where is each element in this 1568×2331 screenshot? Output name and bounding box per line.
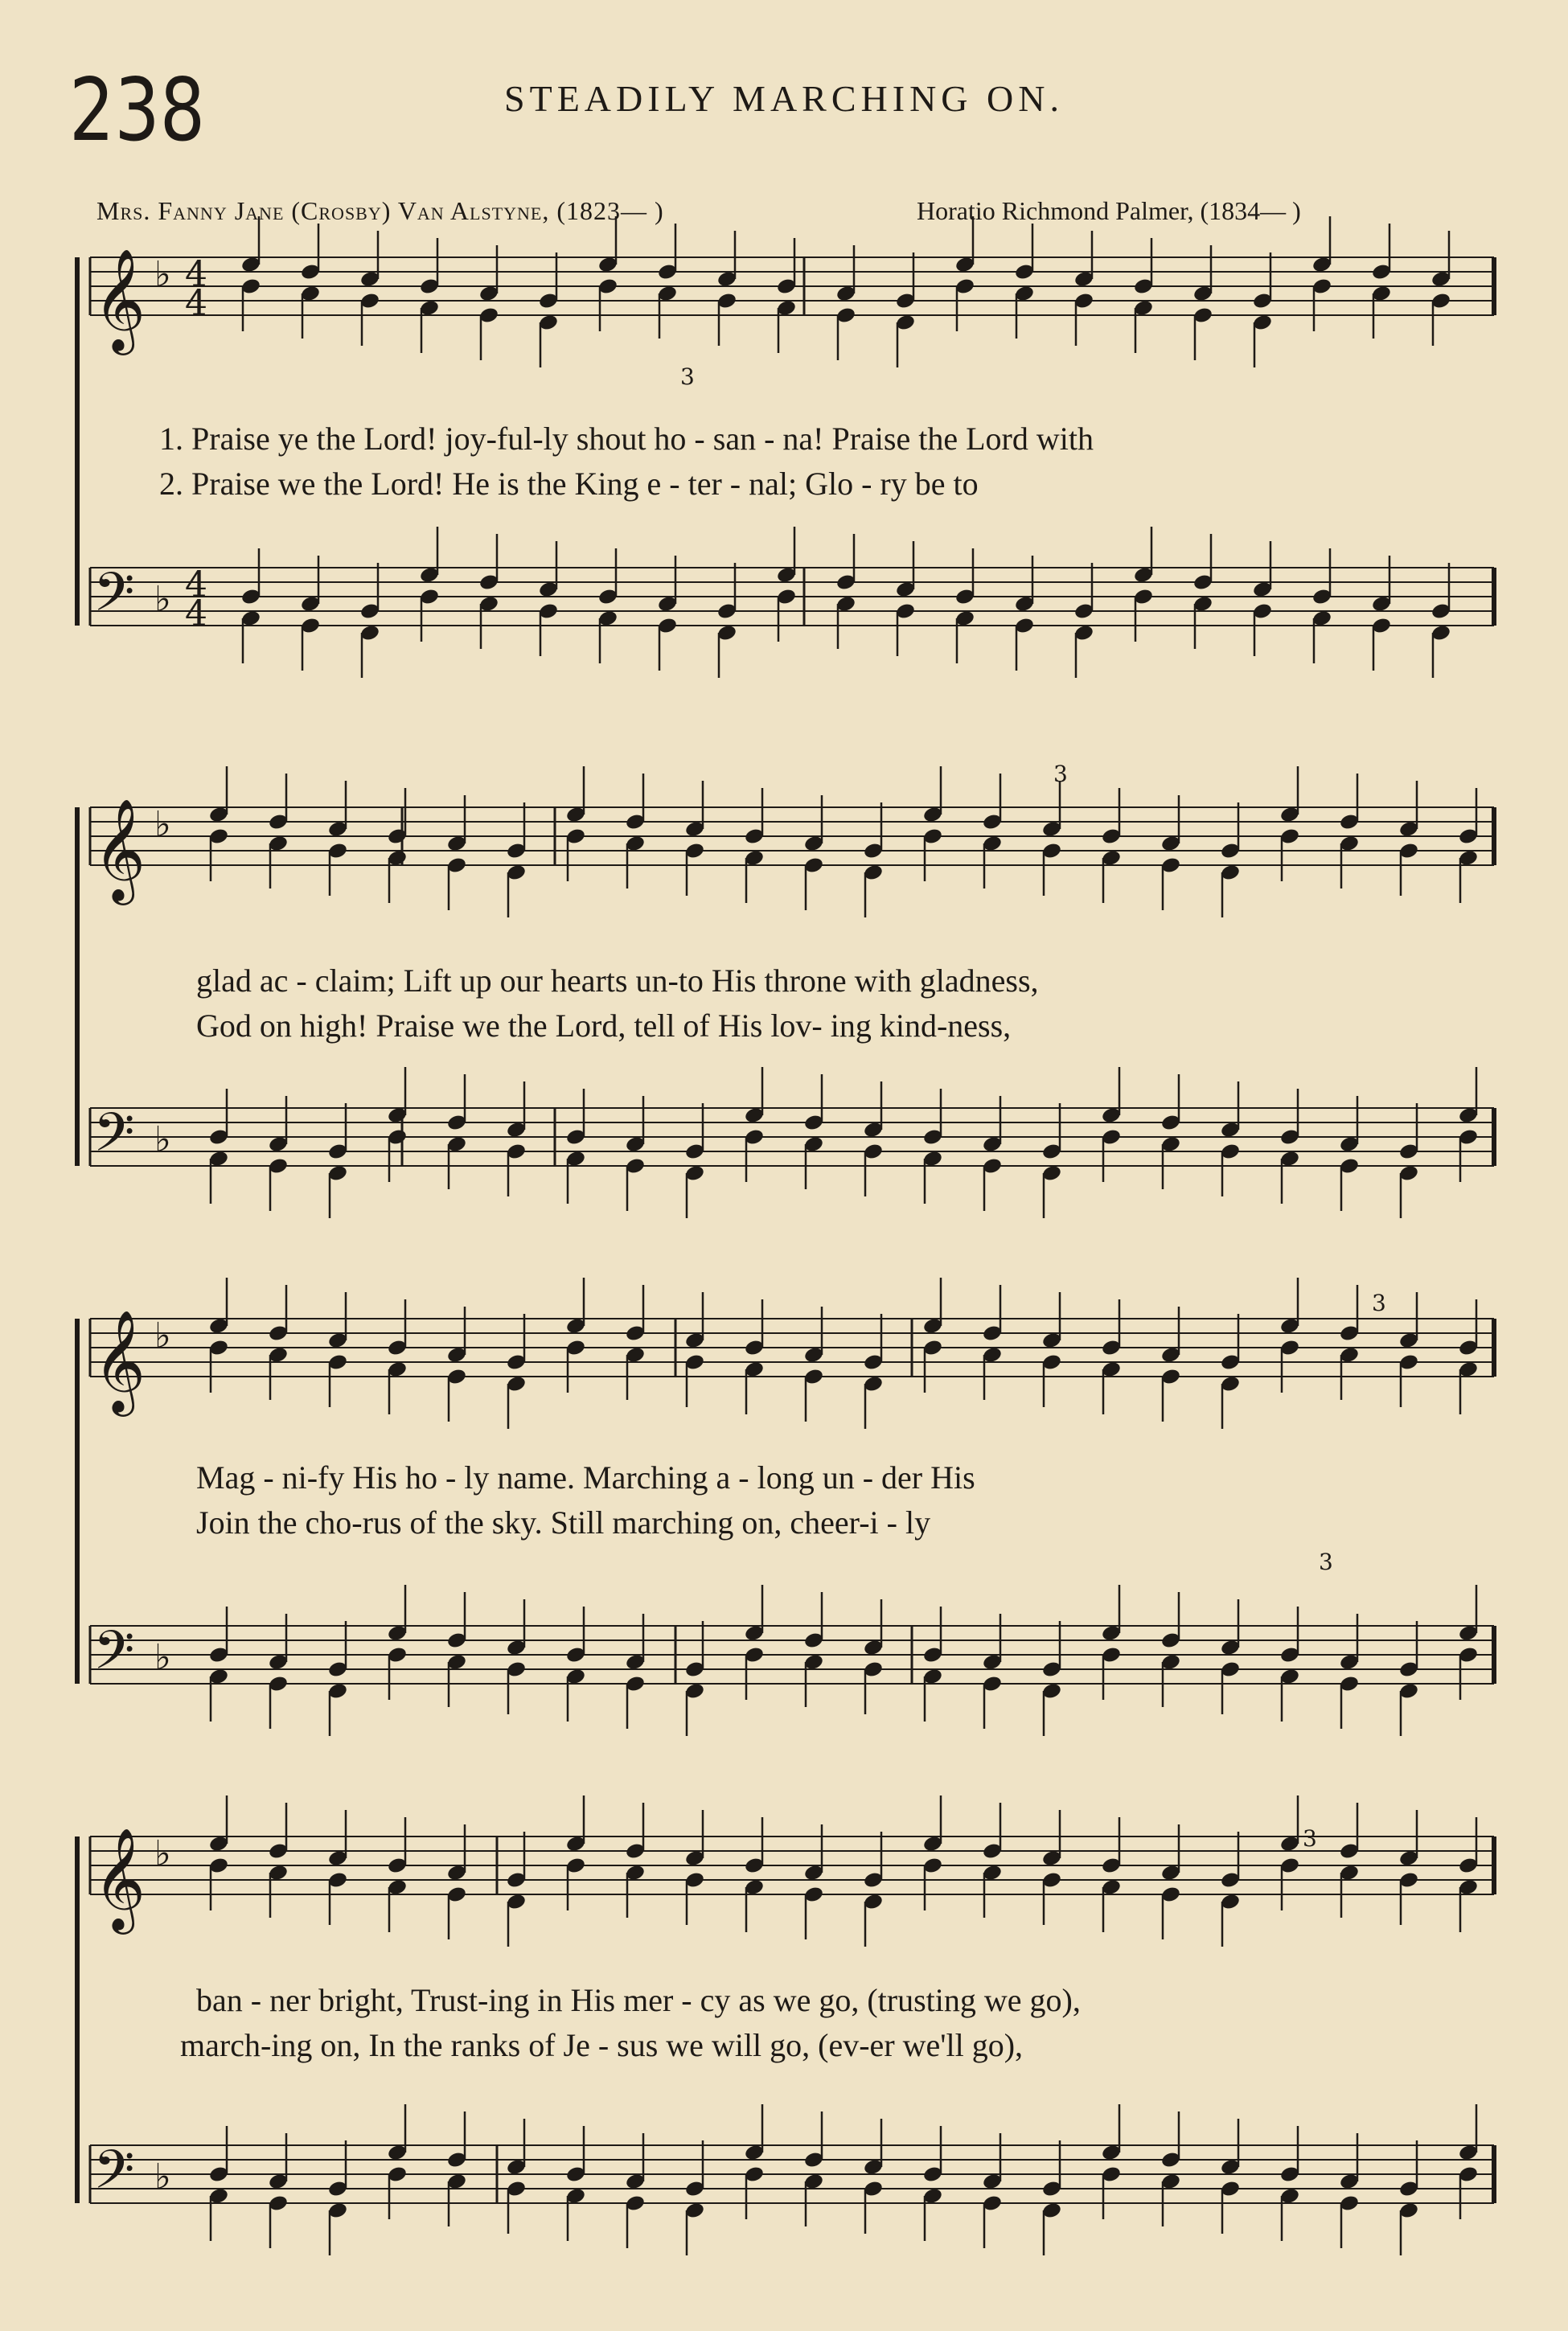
flat-key-signature-icon: ♭ — [154, 254, 171, 295]
triplet-mark: 3 — [1372, 1290, 1386, 1316]
bass-clef-icon: 𝄢 — [93, 2139, 135, 2214]
triplet-mark: 3 — [1053, 761, 1068, 787]
time-signature-top: 4 — [185, 564, 207, 605]
treble-clef-icon: 𝄞 — [93, 1827, 146, 1930]
flat-key-signature-icon: ♭ — [154, 804, 171, 845]
system-1-verse-1: 1. Praise ye the Lord! joy-ful-ly shout ho - san - na! Praise the Lord with — [159, 421, 1094, 457]
system-4-verse-2: march-ing on, In the ranks of Je - sus we will go, (ev-er we'll go), — [180, 2027, 1024, 2063]
treble-clef-icon: 𝄞 — [93, 1309, 146, 1412]
lyricist-credit: Mrs. Fanny Jane (Crosby) Van Alstyne, (1823— ) — [96, 196, 664, 225]
flat-key-signature-icon: ♭ — [154, 1315, 171, 1356]
flat-key-signature-icon: ♭ — [154, 1637, 171, 1678]
bass-clef-icon: 𝄢 — [93, 1102, 135, 1176]
system-3-verse-1: Mag - ni-fy His ho - ly name. Marching a - long un - der His — [196, 1459, 975, 1496]
system-3-verse-2: Join the cho-rus of the sky. Still marching on, cheer-i - ly — [196, 1504, 931, 1541]
treble-clef-icon: 𝄞 — [93, 248, 146, 351]
bass-clef-icon: 𝄢 — [93, 561, 135, 636]
time-signature-bottom: 4 — [185, 593, 207, 634]
time-signature-bottom: 4 — [185, 283, 207, 324]
flat-key-signature-icon: ♭ — [154, 2157, 171, 2198]
triplet-mark: 3 — [1303, 1825, 1317, 1852]
bass-clef-icon: 𝄢 — [93, 1619, 135, 1694]
hymn-title: STEADILY MARCHING ON. — [504, 78, 1064, 119]
system-2-verse-2: God on high! Praise we the Lord, tell of His lov- ing kind-ness, — [196, 1008, 1012, 1044]
flat-key-signature-icon: ♭ — [154, 579, 171, 620]
system-4-verse-1: ban - ner bright, Trust-ing in His mer - cy as we go, (trusting we go), — [196, 1982, 1081, 2018]
triplet-mark: 3 — [680, 363, 695, 390]
page-number: 238 — [69, 60, 206, 161]
system-1-verse-2: 2. Praise we the Lord! He is the King e - ter - nal; Glo - ry be to — [159, 466, 979, 502]
flat-key-signature-icon: ♭ — [154, 1119, 171, 1160]
time-signature-top: 4 — [185, 254, 207, 295]
system-2-verse-1: glad ac - claim; Lift up our hearts un-to His throne with gladness, — [196, 962, 1039, 999]
flat-key-signature-icon: ♭ — [154, 1833, 171, 1874]
composer-credit: Horatio Richmond Palmer, (1834— ) — [917, 196, 1301, 225]
triplet-mark: 3 — [1319, 1549, 1333, 1575]
treble-clef-icon: 𝄞 — [93, 798, 146, 901]
